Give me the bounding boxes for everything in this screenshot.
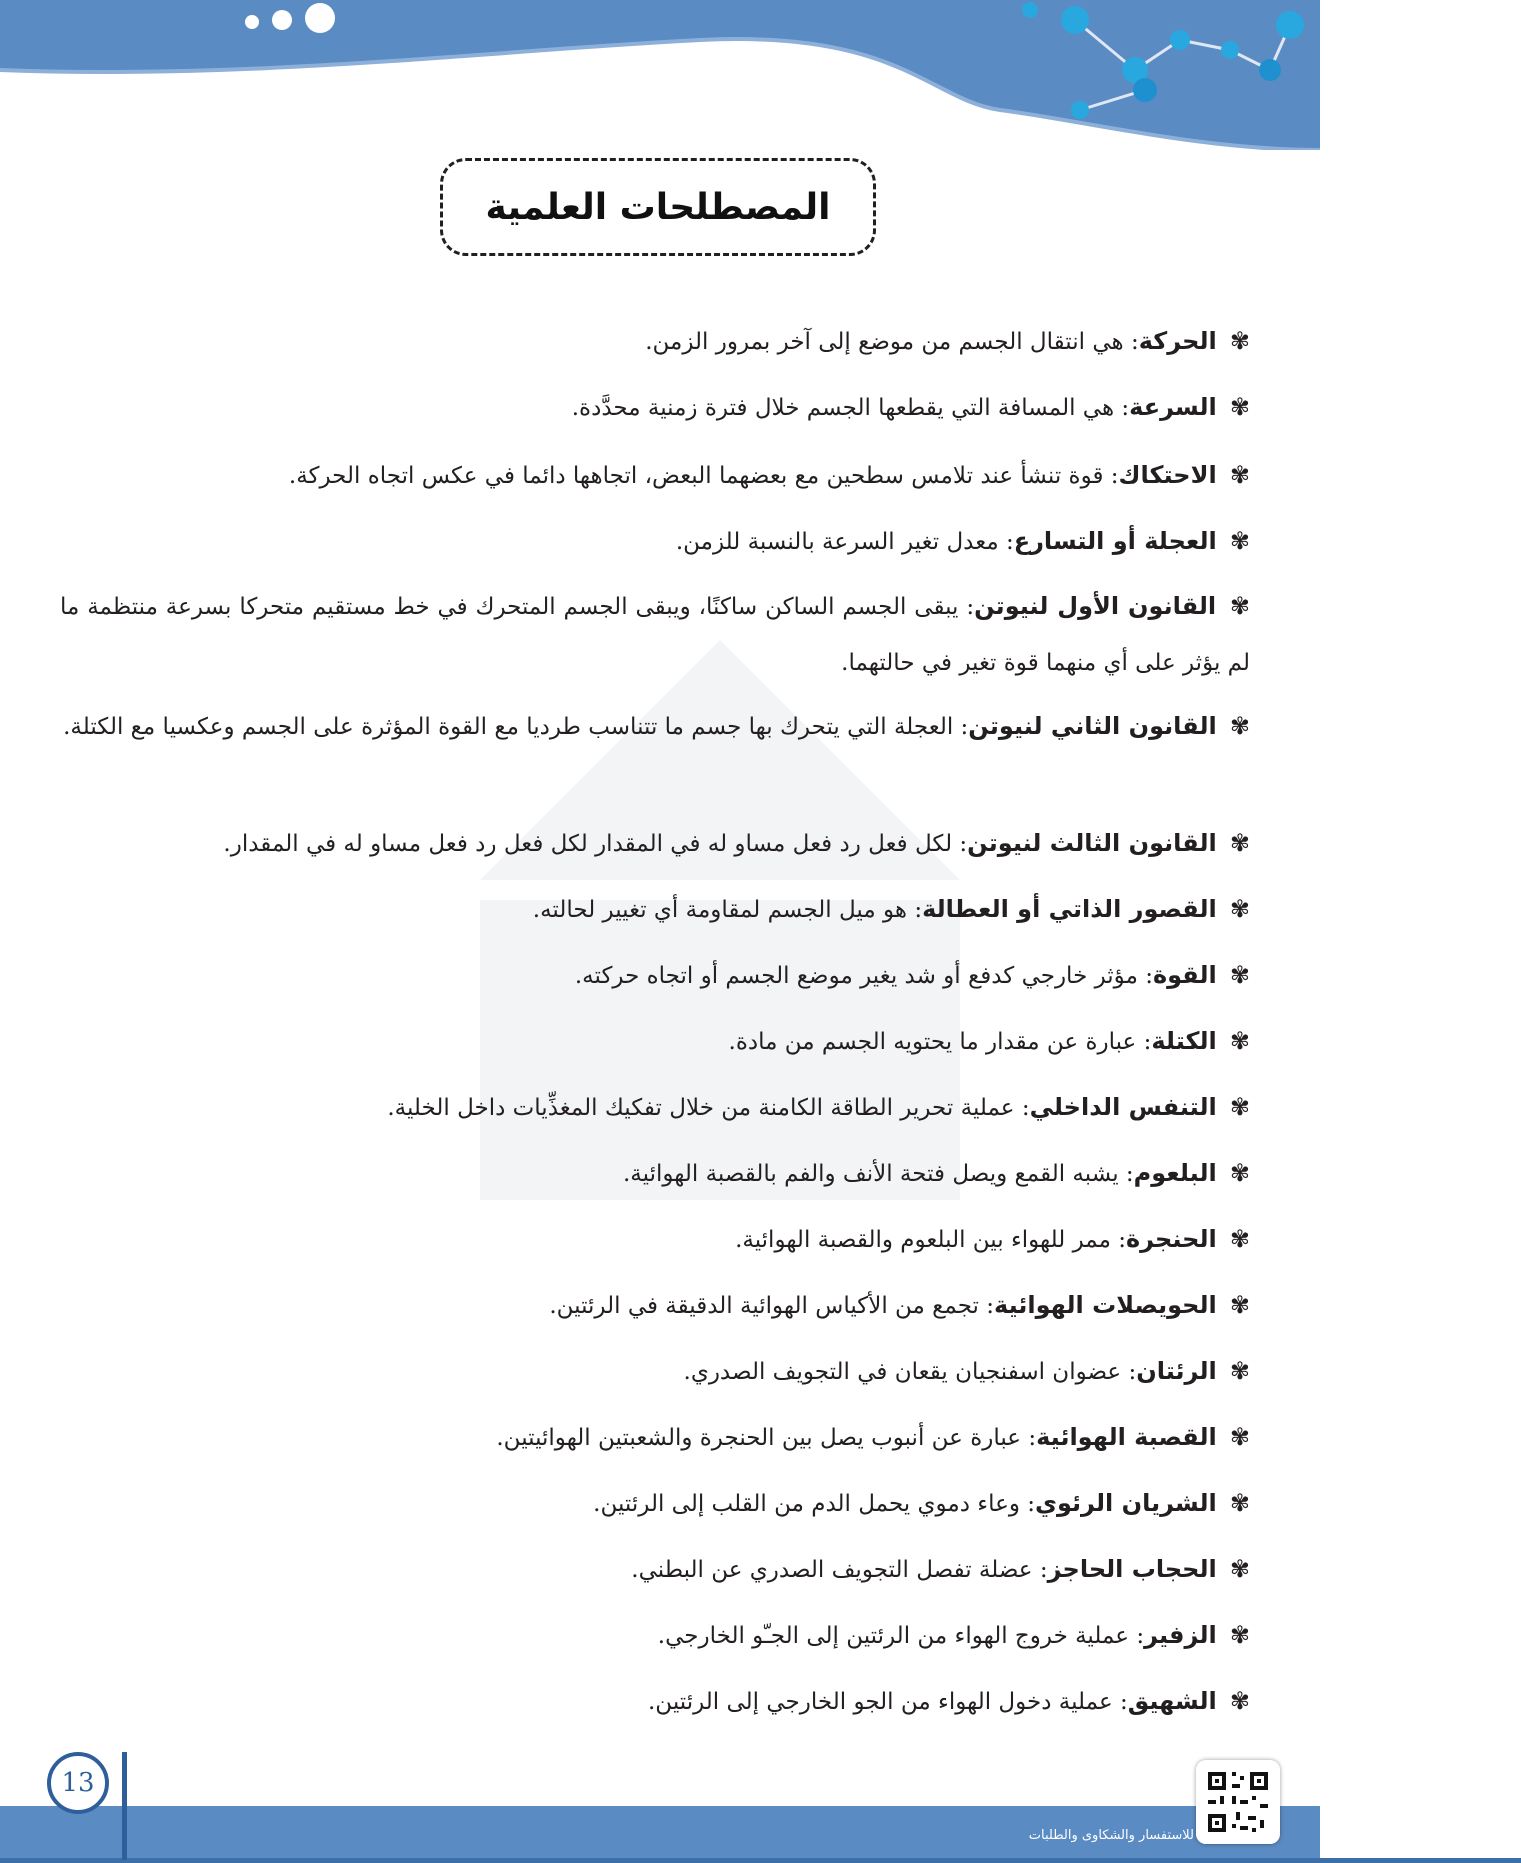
flower-bullet-icon: ✾: [1229, 527, 1250, 555]
term-name: الكتلة: [1151, 1027, 1217, 1055]
term-name: البلعوم: [1133, 1159, 1217, 1187]
term-name: الزفير: [1144, 1621, 1217, 1649]
term-definition: : معدل تغير السرعة بالنسبة للزمن.: [675, 529, 1014, 555]
flower-bullet-icon: ✾: [1229, 1027, 1250, 1055]
term-name: القصور الذاتي أو العطالة: [922, 895, 1217, 923]
term-name: السرعة: [1129, 393, 1217, 421]
term-item: [593, 1484, 1250, 1523]
term-item: [729, 1022, 1250, 1061]
footer-line: [0, 1858, 1521, 1863]
flower-bullet-icon: ✾: [1229, 461, 1250, 489]
term-definition: : يبقى الجسم الساكن ساكنًا، ويبقى الجسم المتحرك في خط مستقيم متحركا بسرعة منتظمة ما لم يؤثر على أي منهما قوة تغير في حالتهما.: [60, 594, 1250, 676]
footer-contact-text: للاستفسار والشكاوى والطلبات: [1028, 1828, 1194, 1843]
term-name: الشريان الرئوي: [1035, 1489, 1217, 1517]
term-item: [684, 1352, 1250, 1391]
term-definition: : العجلة التي يتحرك بها جسم ما تتناسب طرديا مع القوة المؤثرة على الجسم وعكسيا مع الكتلة.: [63, 714, 969, 740]
term-name: القوة: [1152, 961, 1217, 989]
flower-bullet-icon: ✾: [1229, 393, 1250, 421]
term-item: [60, 578, 1250, 691]
term-definition: : هو ميل الجسم لمقاومة أي تغيير لحالته.: [532, 897, 923, 923]
flower-bullet-icon: ✾: [1229, 895, 1250, 923]
flower-bullet-icon: ✾: [1229, 1423, 1250, 1451]
term-name: الحجاب الحاجز: [1047, 1555, 1217, 1583]
flower-bullet-icon: ✾: [1229, 1159, 1250, 1187]
term-item: [623, 1154, 1250, 1193]
term-item: [735, 1220, 1250, 1259]
term-definition: : وعاء دموي يحمل الدم من القلب إلى الرئتين.: [593, 1491, 1035, 1517]
term-item: [289, 456, 1250, 495]
term-definition: : عملية خروج الهواء من الرئتين إلى الجـّو الخارجي.: [657, 1623, 1145, 1649]
term-item: [575, 956, 1250, 995]
term-definition: : قوة تنشأ عند تلامس سطحين مع بعضهما البعض، اتجاهها دائما في عكس اتجاه الحركة.: [288, 463, 1119, 489]
term-name: القصبة الهوائية: [1036, 1423, 1217, 1451]
term-item: [223, 824, 1250, 863]
title-box: [440, 158, 876, 256]
term-name: العجلة أو التسارع: [1013, 527, 1217, 555]
term-item: [60, 698, 1250, 755]
term-definition: : عملية دخول الهواء من الجو الخارجي إلى الرئتين.: [648, 1689, 1128, 1715]
term-name: القانون الأول لنيوتن: [974, 592, 1217, 620]
term-item: [496, 1418, 1250, 1457]
term-item: [549, 1286, 1250, 1325]
page-number-bar: [122, 1752, 127, 1860]
term-definition: : يشبه القمع ويصل فتحة الأنف والفم بالقصبة الهوائية.: [623, 1161, 1134, 1187]
page-title: المصطلحات العلمية: [485, 186, 831, 228]
term-definition: : عضوان اسفنجيان يقعان في التجويف الصدري.: [683, 1359, 1137, 1385]
page-number: 13: [47, 1752, 109, 1814]
term-name: الاحتكاك: [1118, 461, 1217, 489]
term-item: [658, 1616, 1250, 1655]
term-name: الشهيق: [1127, 1687, 1217, 1715]
term-name: القانون الثالث لنيوتن: [967, 829, 1217, 857]
flower-bullet-icon: ✾: [1229, 712, 1250, 740]
term-definition: : ممر للهواء بين البلعوم والقصبة الهوائية.: [735, 1227, 1126, 1253]
qr-code-icon: [1196, 1760, 1280, 1844]
flower-bullet-icon: ✾: [1229, 829, 1250, 857]
term-item: [645, 322, 1250, 361]
flower-bullet-icon: ✾: [1229, 1357, 1250, 1385]
flower-bullet-icon: ✾: [1229, 961, 1250, 989]
term-definition: : عبارة عن أنبوب يصل بين الحنجرة والشعبتين الهوائيتين.: [496, 1425, 1037, 1451]
term-item: [631, 1550, 1250, 1589]
term-definition: : عبارة عن مقدار ما يحتويه الجسم من مادة.: [728, 1029, 1152, 1055]
term-definition: : مؤثر خارجي كدفع أو شد يغير موضع الجسم أو اتجاه حركته.: [574, 963, 1153, 989]
term-name: الحويصلات الهوائية: [994, 1291, 1217, 1319]
term-item: [387, 1088, 1250, 1127]
flower-bullet-icon: ✾: [1229, 1489, 1250, 1517]
flower-bullet-icon: ✾: [1229, 1225, 1250, 1253]
term-name: الحركة: [1138, 327, 1217, 355]
flower-bullet-icon: ✾: [1229, 1093, 1250, 1121]
term-item: [533, 890, 1250, 929]
term-name: الرئتان: [1136, 1357, 1217, 1385]
term-definition: : هي المسافة التي يقطعها الجسم خلال فترة زمنية محدَّدة.: [571, 395, 1130, 421]
flower-bullet-icon: ✾: [1229, 1291, 1250, 1319]
molecule-graphic: [960, 0, 1320, 130]
term-definition: : عضلة تفصل التجويف الصدري عن البطني.: [631, 1557, 1048, 1583]
term-definition: : لكل فعل رد فعل مساو له في المقدار لكل فعل رد فعل مساو له في المقدار.: [223, 831, 968, 857]
term-name: الحنجرة: [1125, 1225, 1217, 1253]
term-item: [572, 388, 1250, 427]
flower-bullet-icon: ✾: [1229, 327, 1250, 355]
term-name: القانون الثاني لنيوتن: [968, 712, 1217, 740]
term-name: التنفس الداخلي: [1029, 1093, 1217, 1121]
flower-bullet-icon: ✾: [1229, 592, 1250, 620]
term-item: [648, 1682, 1250, 1721]
flower-bullet-icon: ✾: [1229, 1555, 1250, 1583]
flower-bullet-icon: ✾: [1229, 1621, 1250, 1649]
flower-bullet-icon: ✾: [1229, 1687, 1250, 1715]
term-definition: : هي انتقال الجسم من موضع إلى آخر بمرور الزمن.: [645, 329, 1139, 355]
term-definition: : عملية تحرير الطاقة الكامنة من خلال تفكيك المغذِّيات داخل الخلية.: [387, 1095, 1030, 1121]
term-item: [676, 522, 1250, 561]
term-definition: : تجمع من الأكياس الهوائية الدقيقة في الرئتين.: [549, 1293, 995, 1319]
